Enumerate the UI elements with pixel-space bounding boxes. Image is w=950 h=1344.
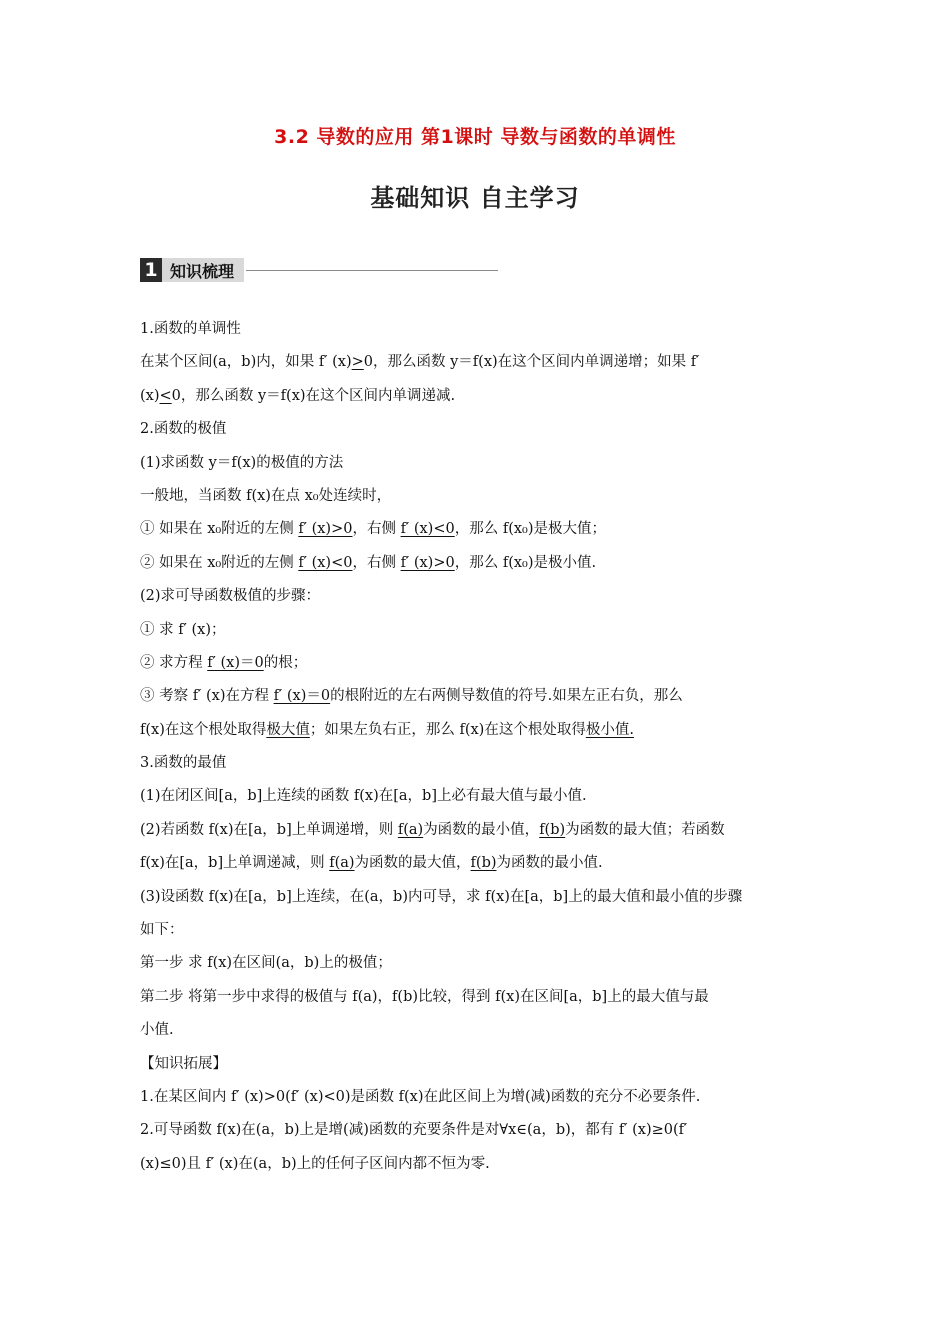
text-segment: ① 如果在 x₀附近的左侧 [140,521,299,538]
text-line [140,480,812,513]
text-line [140,847,812,880]
text-line [140,413,812,446]
section-subtitle: 基础知识 自主学习 [370,184,580,212]
text-line [140,881,812,914]
text-segment: ，那么 f(x₀)是极大值； [454,521,606,538]
text-line [140,1014,812,1047]
section-header [140,258,498,282]
answer-blank: 极大值 [266,721,310,738]
text-line [140,914,812,947]
body-text [140,313,812,1181]
text-segment: (3)设函数 f(x)在[a，b]上连续，在(a，b)内可导，求 f(x)在[a，b]上的最大值和最小值的步骤 [140,888,743,905]
text-line [140,547,812,580]
text-segment: (1)求函数 y＝f(x)的极值的方法 [140,454,344,471]
text-line [140,1114,812,1147]
answer-blank: f′ (x)<0 [400,521,455,538]
text-segment: ，右侧 [352,554,401,571]
text-segment: (2)求可导函数极值的步骤： [140,588,321,605]
text-line [140,614,812,647]
text-line [140,780,812,813]
text-segment: ① 求 f′ (x)； [140,621,226,638]
text-segment: 在某个区间(a，b)内，如果 f′ (x) [140,354,352,371]
text-line [140,680,812,713]
text-segment: 0，那么函数 y＝f(x)在这个区间内单调递减. [171,387,456,404]
text-segment: ；如果左负右正，那么 f(x)在这个根处取得 [309,721,586,738]
text-segment: 的根附近的左右两侧导数值的符号.如果左正右负，那么 [330,688,683,705]
text-segment: f(x)在[a，b]上单调递减，则 [140,855,330,872]
answer-blank: f(a) [397,821,424,838]
text-segment: 一般地，当函数 f(x)在点 x₀处连续时， [140,487,392,504]
text-segment: (2)若函数 f(x)在[a，b]上单调递增，则 [140,821,398,838]
answer-blank: f(a) [329,855,355,872]
text-line [140,313,812,346]
answer-blank: f′ (x)<0 [298,554,353,571]
answer-blank: 极小值. [585,721,634,738]
section-label: 知识梳理 [162,258,244,282]
text-segment: 第一步 求 f(x)在区间(a，b)上的极值； [140,955,392,972]
text-segment: (x) [140,387,160,404]
text-line [140,647,812,680]
text-line [140,714,812,747]
answer-blank: < [159,387,172,404]
text-segment: 如下： [140,922,184,939]
text-segment: ③ 考察 f′ (x)在方程 [140,688,274,705]
text-segment: 为函数的最大值；若函数 [565,821,725,838]
text-segment: 2.可导函数 f(x)在(a，b)上是增(减)函数的充要条件是对∀x∈(a，b)，都有 f′ (x)≥0(f′ [140,1122,688,1139]
section-number: 1 [140,258,162,282]
text-segment: ，那么 f(x₀)是极小值. [454,554,597,571]
text-segment: 3.函数的最值 [140,755,227,772]
text-line [140,447,812,480]
text-line [140,513,812,546]
answer-blank: f′ (x)＝0 [273,688,331,705]
answer-blank: f′ (x)>0 [400,554,455,571]
text-segment: 2.函数的极值 [140,421,227,438]
text-line [140,1081,812,1114]
lesson-title: 3.2 导数的应用 第1课时 导数与函数的单调性 [274,126,676,148]
text-segment: 1.在某区间内 f′ (x)>0(f′ (x)<0)是函数 f(x)在此区间上为增(减)函数的充分不必要条件. [140,1088,701,1105]
answer-blank: f′ (x)＝0 [207,654,264,671]
answer-blank: > [351,354,364,371]
text-line [140,1048,812,1081]
text-segment: 0，那么函数 y＝f(x)在这个区间内单调递增；如果 f′ [363,354,700,371]
text-line [140,747,812,780]
text-segment: 为函数的最大值， [354,855,471,872]
text-segment: ② 如果在 x₀附近的左侧 [140,554,299,571]
text-segment: 1.函数的单调性 [140,321,241,337]
answer-blank: f(b) [539,821,566,838]
text-segment: f(x)在这个根处取得 [140,721,267,738]
text-segment: 的根； [263,654,308,671]
answer-blank: f(b) [470,855,497,872]
text-segment: 小值. [140,1022,174,1039]
text-segment: (x)≤0)且 f′ (x)在(a，b)上的任何子区间内都不恒为零. [140,1155,490,1172]
answer-blank: f′ (x)>0 [298,521,353,538]
text-line [140,814,812,847]
text-line [140,1148,812,1181]
text-segment: (1)在闭区间[a，b]上连续的函数 f(x)在[a，b]上必有最大值与最小值. [140,788,587,805]
text-line [140,346,812,379]
text-line [140,981,812,1014]
text-segment: ② 求方程 [140,654,208,671]
text-line [140,380,812,413]
text-segment: 第二步 将第一步中求得的极值与 f(a)，f(b)比较，得到 f(x)在区间[a，b]上的最大值与最 [140,988,709,1005]
text-segment: 【知识拓展】 [140,1055,227,1072]
section-rule [246,270,498,271]
text-segment: 为函数的最小值. [496,855,603,872]
text-segment: ，右侧 [352,521,401,538]
text-segment: 为函数的最小值， [423,821,540,838]
text-line [140,947,812,980]
text-line [140,580,812,613]
